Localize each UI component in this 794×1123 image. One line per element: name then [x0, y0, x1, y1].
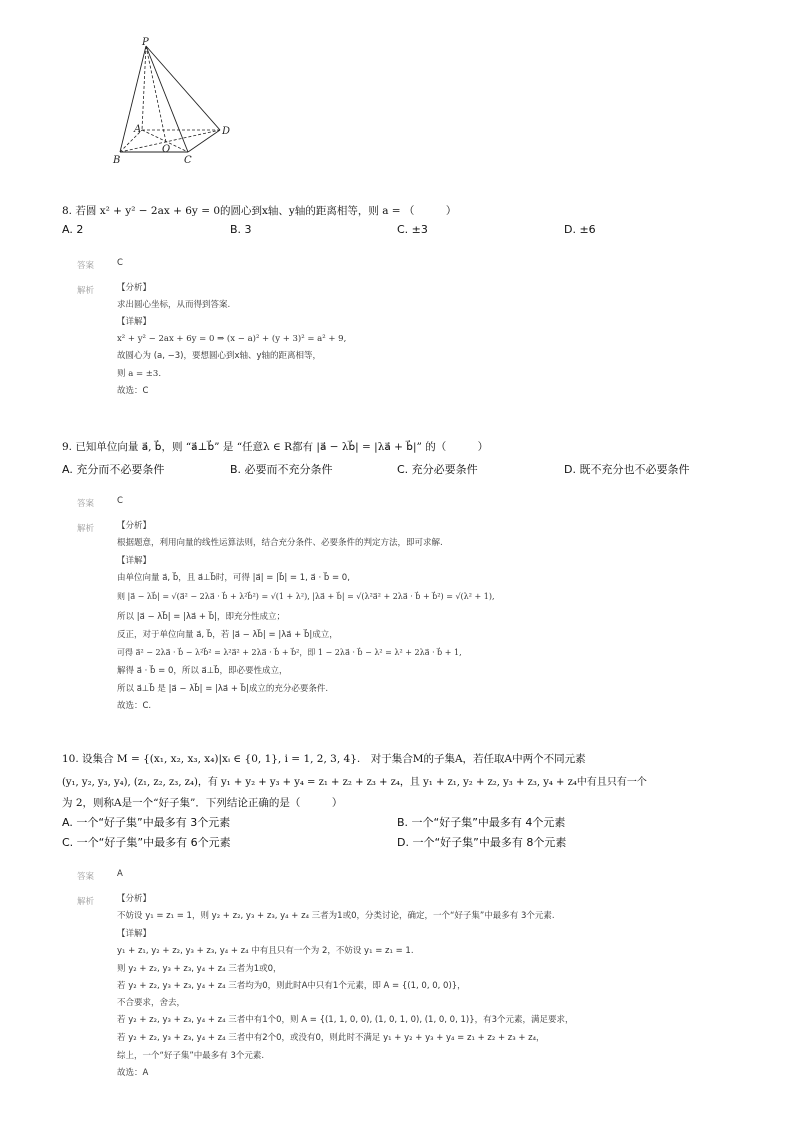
q10-line: 【详解】: [117, 929, 152, 939]
q10-line: 不合要求，舍去，: [117, 998, 186, 1008]
q8-line: x² + y² − 2ax + 6y = 0 ⇒ (x − a)² + (y + 3)² = a² + 9,: [117, 334, 347, 344]
q10-line: y₁ + z₁, y₂ + z₂, y₃ + z₃, y₄ + z₄ 中有且只有一个为 2，不妨设 y₁ = z₁ = 1.: [117, 946, 414, 956]
q8-analysis-label: 解析: [77, 286, 95, 296]
q9-option-c: C. 充分必要条件: [397, 463, 478, 476]
q10-analysis-label: 解析: [77, 897, 95, 907]
q10-option-a: A. 一个“好子集”中最多有 3个元素: [62, 816, 231, 829]
q9-line: 【分析】: [117, 521, 152, 531]
q9-analysis-label: 解析: [77, 524, 95, 534]
pyramid-figure: [110, 36, 240, 168]
q10-line: 若 y₂ + z₂, y₃ + z₃, y₄ + z₄ 三者中有1个0，则 A = {(1, 1, 0, 0), (1, 0, 1, 0), (1, 0, 0, 1)}，有3个元素，满足要求，: [117, 1015, 574, 1025]
q8-line: 求出圆心坐标，从而得到答案.: [117, 300, 231, 310]
q9-option-a: A. 充分而不必要条件: [62, 463, 165, 476]
q10-answer-label: 答案: [77, 872, 95, 882]
q10-option-b: B. 一个“好子集”中最多有 4个元素: [397, 816, 566, 829]
q10-stem-line: 10. 设集合 M = {(x₁, x₂, x₃, x₄)|xᵢ ∈ {0, 1}, i = 1, 2, 3, 4}. 对于集合M的子集A，若任取A中两个不同元素: [62, 753, 586, 765]
q8-line: 则 a = ±3.: [117, 369, 162, 379]
q10-answer: A: [117, 869, 123, 879]
q10-stem-line: (y₁, y₂, y₃, y₄), (z₁, z₂, z₃, z₄)，有 y₁ + y₂ + y₃ + y₄ = z₁ + z₂ + z₃ + z₄，且 y₁ + z₁, y₂ + z₂, y₃ + z₃, y₄ + z₄中有且只有一个: [62, 777, 647, 788]
q8-option-d: D. ±6: [564, 223, 596, 236]
q8-answer-label: 答案: [77, 261, 95, 271]
q10-stem-line: 为 2，则称A是一个“好子集”．下列结论正确的是（ ）: [62, 797, 343, 809]
q10-option-c: C. 一个“好子集”中最多有 6个元素: [62, 836, 231, 849]
q9-line: 所以 a⃗⊥b⃗ 是 |a⃗ − λb⃗| = |λa⃗ + b⃗|成立的充分必要条件.: [117, 684, 329, 694]
q8-option-a: A. 2: [62, 223, 84, 236]
q8-option-b: B. 3: [230, 223, 252, 236]
q10-line: 若 y₂ + z₂, y₃ + z₃, y₄ + z₄ 三者均为0，则此时A中只有1个元素，即 A = {(1, 0, 0, 0)}，: [117, 981, 466, 991]
q9-answer-label: 答案: [77, 499, 95, 509]
q9-line: 所以 |a⃗ − λb⃗| = |λa⃗ + b⃗|，即充分性成立；: [117, 612, 286, 622]
label-O: O: [162, 144, 171, 155]
q10-line: 故选：A: [117, 1068, 149, 1078]
q9-answer: C: [117, 496, 123, 506]
q9-line: 可得 a⃗² − 2λa⃗ · b⃗ − λ²b⃗² = λ²a⃗² + 2λa⃗ · b⃗ + b⃗²，即 1 − 2λa⃗ · b⃗ − λ² = λ² + 2λa⃗ · b⃗ + 1,: [117, 648, 462, 657]
label-B: B: [113, 155, 121, 166]
label-A: A: [134, 124, 142, 135]
q10-option-d: D. 一个“好子集”中最多有 8个元素: [397, 836, 567, 849]
q8-stem: 8. 若圆 x² + y² − 2ax + 6y = 0的圆心到x轴、y轴的距离相等，则 a = （ ）: [62, 205, 457, 217]
q10-line: 【分析】: [117, 894, 152, 904]
q9-line: 根据题意，利用向量的线性运算法则，结合充分条件、必要条件的判定方法，即可求解.: [117, 538, 443, 548]
q8-line: 【分析】: [117, 283, 152, 293]
q10-line: 若 y₂ + z₂, y₃ + z₃, y₄ + z₄ 三者中有2个0，或没有0，则此时不满足 y₁ + y₂ + y₃ + y₄ = z₁ + z₂ + z₃ + z₄，: [117, 1033, 545, 1043]
label-P: P: [142, 37, 149, 48]
q9-line: 故选：C.: [117, 701, 152, 711]
q9-option-b: B. 必要而不充分条件: [230, 463, 333, 476]
label-C: C: [184, 155, 192, 166]
q9-line: 【详解】: [117, 556, 152, 566]
q9-option-d: D. 既不充分也不必要条件: [564, 463, 690, 476]
q9-stem: 9. 已知单位向量 a⃗, b⃗，则 “a⃗⊥b⃗” 是 “任意λ ∈ R都有 |a⃗ − λb⃗| = |λa⃗ + b⃗|” 的（ ）: [62, 441, 489, 453]
q8-answer: C: [117, 258, 123, 268]
q9-line: 则 |a⃗ − λb⃗| = √(a⃗² − 2λa⃗ · b⃗ + λ²b⃗²) = √(1 + λ²), |λa⃗ + b⃗| = √(λ²a⃗² + 2λa⃗ · b⃗ + b⃗²) = √(λ² + 1),: [117, 592, 495, 601]
q10-line: 不妨设 y₁ = z₁ = 1，则 y₂ + z₂, y₃ + z₃, y₄ + z₄ 三者为1或0，分类讨论，确定，一个“好子集”中最多有 3个元素.: [117, 911, 555, 921]
label-D: D: [222, 126, 231, 137]
q8-option-c: C. ±3: [397, 223, 428, 236]
q10-line: 则 y₂ + z₂, y₃ + z₃, y₄ + z₄ 三者为1或0，: [117, 964, 282, 974]
q9-line: 解得 a⃗ · b⃗ = 0，所以 a⃗⊥b⃗，即必要性成立，: [117, 666, 288, 676]
q9-line: 由单位向量 a⃗, b⃗，且 a⃗⊥b⃗时，可得 |a⃗| = |b⃗| = 1, a⃗ · b⃗ = 0,: [117, 573, 350, 583]
q8-line: 故选：C: [117, 386, 149, 396]
q8-line: 故圆心为 (a, −3)，要想圆心到x轴、y轴的距离相等，: [117, 351, 322, 361]
q9-line: 反正，对于单位向量 a⃗, b⃗，若 |a⃗ − λb⃗| = |λa⃗ + b⃗|成立，: [117, 630, 338, 640]
q8-line: 【详解】: [117, 317, 152, 327]
q10-line: 综上，一个“好子集”中最多有 3个元素.: [117, 1051, 265, 1061]
